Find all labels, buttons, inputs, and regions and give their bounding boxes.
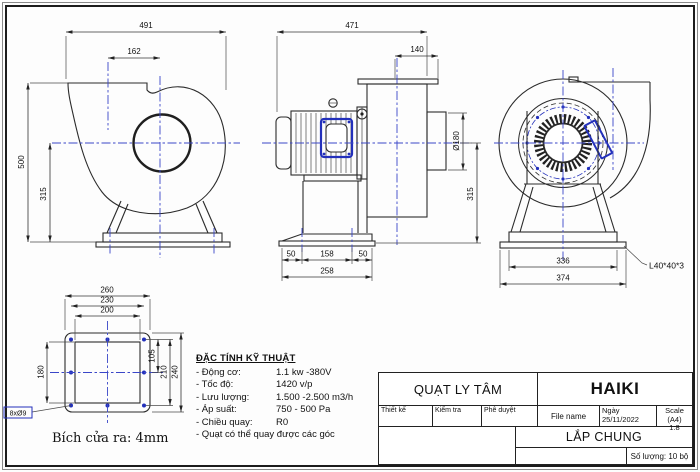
dim-inlet-feet-width: 336: [556, 256, 570, 266]
approver-cell: Phê duyệt: [482, 406, 538, 426]
spec-title: ĐẶC TÍNH KỸ THUẬT: [196, 353, 296, 364]
volute-outline: [68, 83, 225, 214]
front-view: [262, 21, 481, 281]
dim-side-overall-height: 500: [17, 155, 26, 169]
dim-flange-outer-height: 240: [170, 365, 180, 379]
spec-label: - Chiều quay:: [196, 416, 253, 428]
motor: [276, 99, 367, 181]
flange-holes-label: 8xØ9: [9, 410, 27, 418]
dim-inlet-base-width: 374: [556, 273, 570, 283]
dim-flange-inner-height: 180: [36, 365, 46, 379]
product-name: QUẠT LY TÂM: [379, 373, 538, 405]
dim-side-overall-width: 491: [139, 21, 153, 30]
dim-flange-outer-width: 260: [100, 285, 114, 295]
title-block-empty-cell: [516, 448, 627, 464]
spec-note: - Quạt có thể quay được các góc: [196, 429, 335, 441]
spec-label: - Lưu lượng:: [196, 391, 250, 403]
spec-value: R0: [276, 416, 289, 428]
scale-value: 1:8: [669, 423, 680, 432]
spec-table: [196, 353, 382, 441]
side-view: [17, 21, 240, 258]
dim-front-axis-height: 315: [466, 187, 475, 201]
dim-front-overall-width: 471: [345, 21, 359, 30]
spec-row-flow: [196, 392, 382, 404]
spec-label: - Áp suất:: [196, 404, 237, 416]
dim-base-a: 50: [286, 249, 296, 259]
spec-label: - Động cơ:: [196, 367, 241, 378]
designer-cell: Thiết kế: [379, 406, 433, 426]
title-block-empty-cell: [379, 427, 516, 464]
spec-row-rotation: [196, 417, 382, 429]
spec-value: 1.1 kw -380V: [276, 367, 332, 378]
inlet-collar: [427, 112, 446, 170]
dim-flange-inner-width: 200: [100, 305, 114, 315]
flange-caption: Bích cửa ra: 4mm: [52, 431, 169, 446]
outlet-flange: [358, 79, 438, 84]
dim-flange-bolt-height: 210: [159, 365, 169, 379]
file-name-cell: File name: [538, 406, 600, 426]
flange-view: [4, 286, 184, 424]
dim-base-total: 258: [320, 266, 334, 276]
date-value: 25/11/2022: [602, 414, 639, 424]
dim-front-outlet-width: 140: [410, 45, 424, 54]
drawing-name: LẮP CHUNG: [516, 427, 692, 448]
spec-value: 1420 v/p: [276, 379, 313, 391]
spec-label: - Tốc độ:: [196, 379, 234, 391]
quantity-label: Số lượng: 10 bộ: [630, 451, 689, 461]
base-plate: [103, 233, 222, 242]
checker-cell: Kiểm tra: [433, 406, 482, 426]
spec-value: 750 - 500 Pa: [276, 404, 331, 416]
date-cell: [600, 406, 657, 426]
dim-base-c: 50: [358, 249, 368, 259]
dim-flange-bolt-width: 230: [100, 295, 114, 305]
scale-cell: [657, 406, 692, 432]
scale-label: Scale (A4): [665, 406, 684, 424]
dim-side-outlet-offset: 162: [127, 47, 141, 56]
angle-note-label: L40*40*3: [649, 260, 684, 271]
dim-flange-half-height: 105: [147, 349, 157, 363]
date-label: Ngày: [602, 406, 620, 415]
spec-row-speed: [196, 379, 382, 391]
dim-side-axis-height: 315: [39, 187, 48, 201]
dim-front-inlet-diameter: Ø180: [452, 131, 461, 151]
spec-row-motor: [196, 367, 382, 379]
dim-base-b: 158: [320, 249, 334, 259]
spec-value: 1.500 -2.500 m3/h: [276, 391, 354, 403]
inlet-view: [494, 68, 684, 288]
spec-row-pressure: [196, 404, 382, 416]
title-block: [378, 372, 693, 465]
company-name: HAIKI: [590, 379, 640, 398]
pedestal-base: [282, 234, 372, 241]
